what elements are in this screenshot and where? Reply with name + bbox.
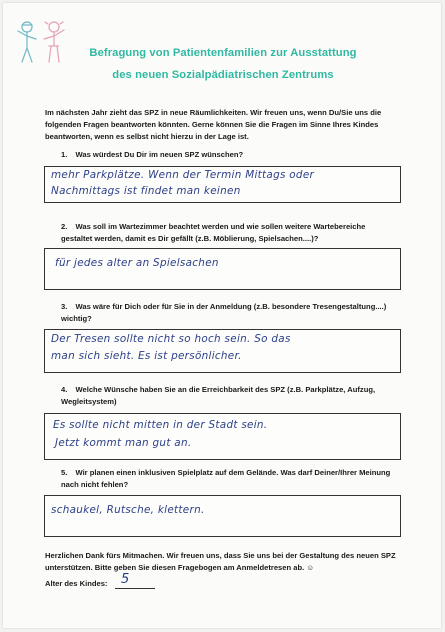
answer-box-2[interactable] [44,248,401,290]
question-number: 5. [61,468,68,477]
question-text: Was würdest Du Dir im neuen SPZ wünschen? [75,150,244,159]
answer-box-5[interactable] [44,495,401,537]
question-2 [61,221,391,245]
answer-box-3[interactable] [44,329,401,373]
handwritten-answer-line: Nachmittags ist findet man keinen [51,185,241,197]
question-number: 4. [61,385,68,394]
handwritten-answer-line: für jedes alter an Spielsachen [55,257,219,269]
handwritten-answer-line: Der Tresen sollte nicht so hoch sein. So das [51,333,291,345]
page-title-line-1: Befragung von Patientenfamilien zur Ausstattung [89,47,357,59]
handwritten-answer-line: man sich sieht. Es ist persönlicher. [51,350,242,362]
page-title-line-2: des neuen Sozialpädiatrischen Zentrums [112,69,334,81]
question-text: Was wäre für Dich oder für Sie in der Anmeldung (z.B. besondere Tresengestaltung....) wichtig? [61,302,387,323]
question-number: 2. [61,222,68,231]
answer-box-4[interactable] [44,413,401,460]
question-4 [61,384,391,408]
question-number: 1. [61,150,68,159]
questionnaire-page [3,3,441,628]
question-text: Was soll im Wartezimmer beachtet werden und wie sollen weitere Wartebereiche gestaltet werden, damit es Dir gefällt (z.B. Möblierung, Spielsachen....)? [61,222,366,243]
handwritten-answer-line: Jetzt kommt man gut an. [55,437,192,449]
question-5 [61,467,391,491]
question-3 [61,301,391,325]
handwritten-answer-line: Es sollte nicht mitten in der Stadt sein. [53,419,268,431]
question-text: Wir planen einen inklusiven Spielplatz auf dem Gelände. Was darf Deiner/Ihrer Meinung nach nicht fehlen? [61,468,391,489]
age-value: 5 [121,572,130,587]
children-logo-icon [11,17,73,69]
thank-you-text: Herzlichen Dank fürs Mitmachen. Wir freuen uns, dass Sie uns bei der Gestaltung des neuen SPZ unterstützen. Bitte geben Sie diesen Fragebogen am Anmeldetresen ab. ☺ [45,551,396,572]
age-input-line[interactable] [115,588,155,589]
age-label: Alter des Kindes: [45,579,108,588]
question-1 [61,149,391,161]
intro-text: Im nächsten Jahr zieht das SPZ in neue Räumlichkeiten. Wir freuen uns, wenn Du/Sie uns die folgenden Fragen beantworten könnten. Gerne können Sie die Fragen im Sinne Ihres Kindes beantworten, wenn es selbst nicht hierzu in der Lage ist. [45,108,382,141]
answer-box-1[interactable] [44,166,401,203]
question-text: Welche Wünsche haben Sie an die Erreichbarkeit des SPZ (z.B. Parkplätze, Aufzug, Wegleitsystem) [61,385,376,406]
question-number: 3. [61,302,68,311]
handwritten-answer-line: mehr Parkplätze. Wenn der Termin Mittags oder [51,169,315,181]
handwritten-answer-line: schaukel, Rutsche, klettern. [51,504,205,516]
